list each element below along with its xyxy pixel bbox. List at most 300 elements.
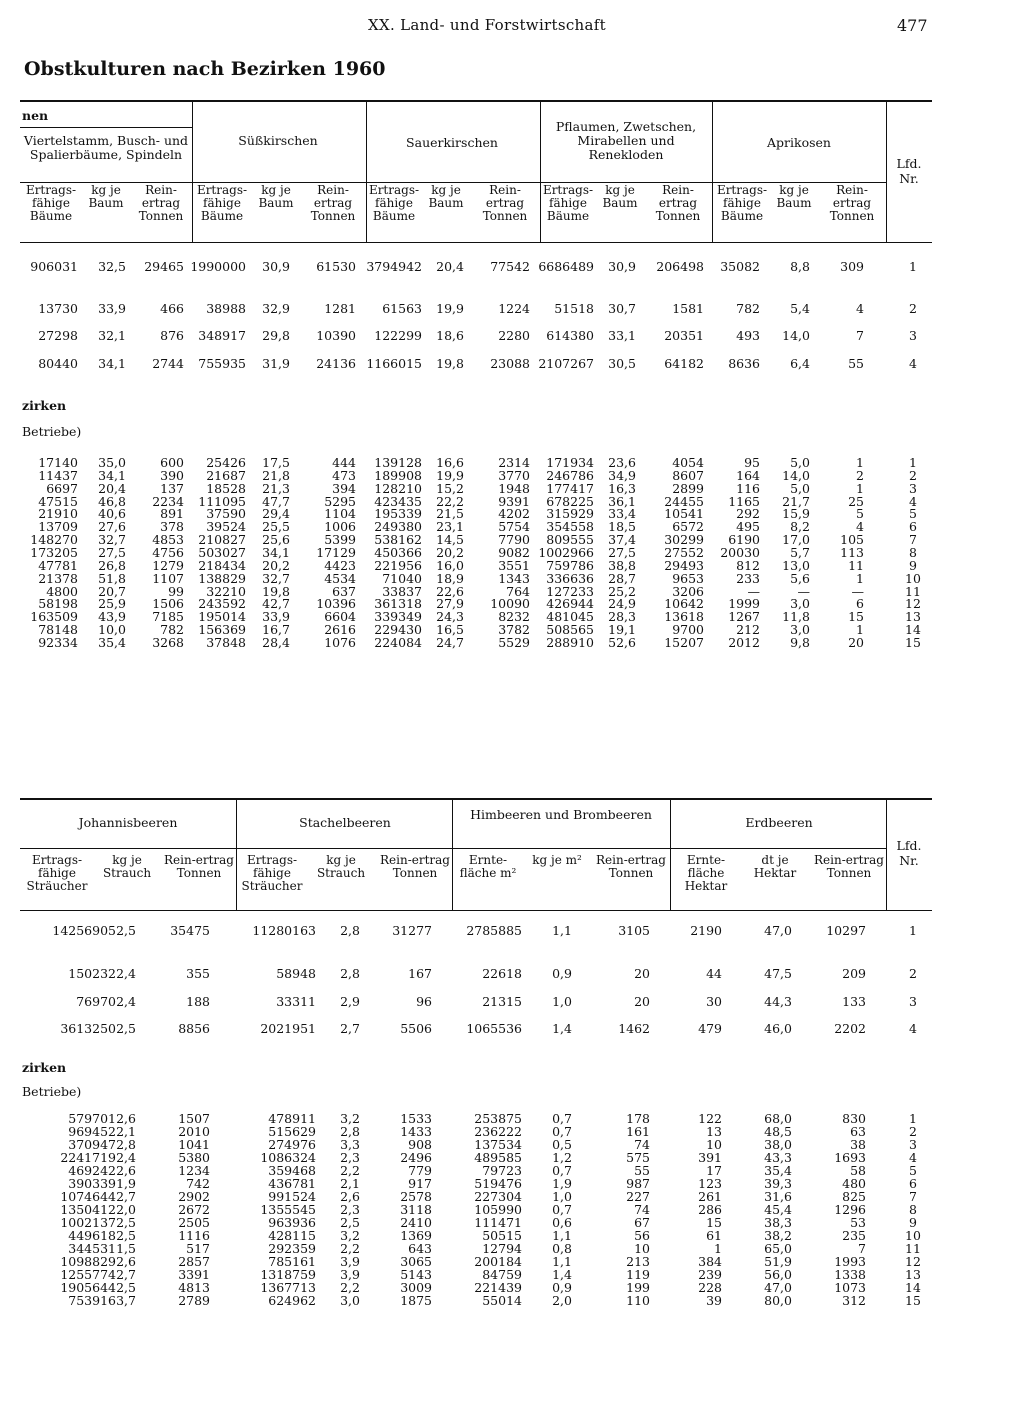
table-cell: 37590	[206, 506, 246, 521]
table-cell: 6572	[672, 519, 704, 534]
table-cell: 515629	[268, 1124, 316, 1139]
table-cell: 908	[408, 1137, 432, 1152]
row-number: 3	[909, 1137, 917, 1152]
table-cell: 21,7	[782, 494, 810, 509]
table-cell: 2,4	[116, 966, 136, 981]
table-cell: 34,1	[98, 468, 126, 483]
table-cell: 1,0	[552, 994, 572, 1009]
table-cell: 138829	[198, 571, 246, 586]
table-cell: 2202	[834, 1021, 866, 1036]
table-cell: 809555	[546, 532, 594, 547]
table-cell: 782	[160, 622, 184, 637]
row-number: 4	[909, 1021, 917, 1036]
table-cell: 56	[634, 1228, 650, 1243]
table-cell: 315929	[546, 506, 594, 521]
table-cell: 13709	[38, 519, 78, 534]
table-cell: 3782	[498, 622, 530, 637]
table-cell: 18528	[206, 481, 246, 496]
table-cell: 18,5	[608, 519, 636, 534]
table-cell: 33,1	[608, 328, 636, 343]
table-cell: 2,6	[116, 1111, 136, 1126]
table-cell: 228	[698, 1280, 722, 1295]
table-cell: 20030	[720, 545, 760, 560]
table-cell: 753916	[68, 1293, 116, 1308]
table-cell: 127233	[546, 584, 594, 599]
table-cell: 30,9	[262, 259, 290, 274]
table-cell: 55	[634, 1163, 650, 1178]
table-cell: 449618	[68, 1228, 116, 1243]
table-cell: 25,2	[608, 584, 636, 599]
row-number: 3	[909, 328, 917, 343]
table-cell: 53	[850, 1215, 866, 1230]
table-cell: 17,0	[782, 532, 810, 547]
table-cell: 1098829	[60, 1254, 116, 1269]
table-cell: 200184	[474, 1254, 522, 1269]
table-cell: 678225	[546, 494, 594, 509]
table-cell: 503027	[198, 545, 246, 560]
summary-row	[20, 329, 932, 343]
table-cell: 3,0	[790, 596, 810, 611]
table-cell: 47,5	[764, 966, 792, 981]
table-cell: 2899	[672, 481, 704, 496]
table-cell: 177417	[546, 481, 594, 496]
table-cell: 2,1	[340, 1176, 360, 1191]
table-cell: 481045	[546, 609, 594, 624]
table-cell: 2,4	[116, 994, 136, 1009]
table-cell: 17140	[38, 455, 78, 470]
row-number: 12	[905, 596, 921, 611]
table-cell: 34,1	[98, 356, 126, 371]
table-cell: 390	[160, 468, 184, 483]
table-cell: 32,9	[262, 301, 290, 316]
table-cell: 213	[626, 1254, 650, 1269]
table-top-rule	[20, 100, 932, 102]
table-cell: 35,4	[98, 635, 126, 650]
table-cell: 14,5	[436, 532, 464, 547]
table-cell: 1,1	[552, 1254, 572, 1269]
table-cell: 24,9	[608, 596, 636, 611]
table-cell: 466	[160, 301, 184, 316]
table-cell: 79723	[482, 1163, 522, 1178]
table-cell: 55	[848, 356, 864, 371]
column-header: kg je Baum	[428, 183, 464, 210]
table-cell: 6604	[324, 609, 356, 624]
table-cell: 764	[506, 584, 530, 599]
table-cell: 5399	[324, 532, 356, 547]
table-cell: 64182	[664, 356, 704, 371]
table-cell: 224084	[374, 635, 422, 650]
table-cell: 21378	[38, 571, 78, 586]
table-cell: 27,5	[98, 545, 126, 560]
table-cell: 16,6	[436, 455, 464, 470]
table-cell: 29,4	[262, 506, 290, 521]
table-cell: 579701	[68, 1111, 116, 1126]
table-cell: 2,5	[116, 1280, 136, 1295]
table-cell: 3391	[178, 1267, 210, 1282]
row-number: 9	[909, 558, 917, 573]
page-title: Obstkulturen nach Bezirken 1960	[24, 58, 386, 80]
table-cell: 9082	[498, 545, 530, 560]
table-cell: 25	[848, 494, 864, 509]
table-cell: 19,1	[608, 622, 636, 637]
group-header-pflaumen: Pflaumen, Zwetschen, Mirabellen und Renekloden	[555, 119, 697, 162]
table-cell: 0,8	[552, 1241, 572, 1256]
table-cell: 21,3	[262, 481, 290, 496]
table-cell: 906031	[30, 259, 78, 274]
table-cell: 105	[840, 532, 864, 547]
column-header: dt je Hektar	[753, 853, 797, 880]
row-number: 1	[909, 923, 917, 938]
row-number: 3	[909, 994, 917, 1009]
table-cell: 3,9	[340, 1267, 360, 1282]
table-cell: 450366	[374, 545, 422, 560]
table-cell: 2,5	[116, 1021, 136, 1036]
table-cell: 1506	[152, 596, 184, 611]
table-cell: 1	[856, 481, 864, 496]
table-cell: 1905644	[60, 1280, 116, 1295]
table-cell: 61530	[316, 259, 356, 274]
summary-row	[20, 357, 932, 371]
table-cell: 122	[698, 1111, 722, 1126]
section-label: zirken	[22, 1060, 67, 1075]
table-cell: 44,3	[764, 994, 792, 1009]
group-header-erdbeeren: Erdbeeren	[745, 815, 813, 830]
table-cell: 1	[856, 571, 864, 586]
table-cell: 1074644	[60, 1189, 116, 1204]
table-cell: 20,2	[262, 558, 290, 573]
column-header: Rein-ertrag Tonnen	[164, 853, 234, 880]
table-cell: 10	[706, 1137, 722, 1152]
table-cell: 38,0	[764, 1137, 792, 1152]
column-header: Rein-ertrag Tonnen	[138, 183, 184, 223]
section-sublabel: Betriebe)	[22, 424, 82, 439]
table-cell: 20	[634, 966, 650, 981]
table-cell: 43,9	[98, 609, 126, 624]
table-cell: 286	[698, 1202, 722, 1217]
table-cell: 21687	[206, 468, 246, 483]
table-cell: 1104	[324, 506, 356, 521]
table-cell: 47515	[38, 494, 78, 509]
table-cell: 624962	[268, 1293, 316, 1308]
table-cell: 2241719	[60, 1150, 116, 1165]
table-cell: 8,2	[790, 519, 810, 534]
table-cell: 785161	[268, 1254, 316, 1269]
table-cell: 209	[842, 966, 866, 981]
table-cell: 2744	[152, 356, 184, 371]
table-cell: 65,0	[764, 1241, 792, 1256]
table-cell: 10297	[826, 923, 866, 938]
table-cell: 22618	[482, 966, 522, 981]
table-cell: 1,1	[552, 923, 572, 938]
section-label: zirken	[22, 398, 67, 413]
table-cell: 30	[706, 994, 722, 1009]
table-cell: 742	[186, 1176, 210, 1191]
table-cell: 0,7	[552, 1111, 572, 1126]
table-cell: 5754	[498, 519, 530, 534]
table-cell: 489585	[474, 1150, 522, 1165]
column-header: Rein-ertrag Tonnen	[380, 853, 450, 880]
table-cell: 426944	[546, 596, 594, 611]
table-cell: 128210	[374, 481, 422, 496]
district-row	[20, 1281, 932, 1295]
table-cell: 27,6	[98, 519, 126, 534]
table-cell: 825	[842, 1189, 866, 1204]
table-cell: 150232	[68, 966, 116, 981]
table-cell: 384	[698, 1254, 722, 1269]
table-cell: 1,1	[552, 1228, 572, 1243]
table-cell: 1,2	[552, 1150, 572, 1165]
table-cell: 4800	[46, 584, 78, 599]
group-divider	[452, 798, 453, 910]
table-cell: 1279	[152, 558, 184, 573]
table-cell: 15207	[664, 635, 704, 650]
row-number: 14	[905, 622, 921, 637]
table-cell: 11437	[38, 468, 78, 483]
row-number: 12	[905, 1254, 921, 1269]
district-row	[20, 1255, 932, 1269]
table-cell: 0,6	[552, 1215, 572, 1230]
table-cell: 5	[856, 506, 864, 521]
table-cell: 1041	[178, 1137, 210, 1152]
table-cell: 25,5	[262, 519, 290, 534]
table-cell: 55014	[482, 1293, 522, 1308]
table-cell: 35,4	[764, 1163, 792, 1178]
table-cell: 1296	[834, 1202, 866, 1217]
group-header-himbeeren: Himbeeren und Brombeeren	[470, 807, 652, 822]
table-cell: 16,5	[436, 622, 464, 637]
table-cell: 16,7	[262, 622, 290, 637]
table-cell: 5,0	[790, 481, 810, 496]
table-cell: 37848	[206, 635, 246, 650]
table-cell: 6697	[46, 481, 78, 496]
table-cell: 46,8	[98, 494, 126, 509]
table-cell: 42,7	[262, 596, 290, 611]
table-cell: 195339	[374, 506, 422, 521]
table-cell: 19,8	[436, 356, 464, 371]
table-cell: 249380	[374, 519, 422, 534]
table-cell: 32210	[206, 584, 246, 599]
table-cell: 2,4	[116, 1150, 136, 1165]
table-cell: 45,4	[764, 1202, 792, 1217]
table-cell: 19,9	[436, 468, 464, 483]
table-cell: 95	[744, 455, 760, 470]
table-top-rule	[20, 798, 932, 800]
row-number: 4	[909, 356, 917, 371]
column-header: Rein-ertrag Tonnen	[310, 183, 356, 223]
column-header: Ertrags-fähige Bäume	[368, 183, 420, 223]
column-header: Rein-ertrag Tonnen	[596, 853, 666, 880]
table-cell: 987	[626, 1176, 650, 1191]
table-cell: 33837	[382, 584, 422, 599]
table-cell: 19,9	[436, 301, 464, 316]
district-row	[20, 636, 932, 650]
table-cell: 20351	[664, 328, 704, 343]
district-row	[20, 1216, 932, 1230]
row-number: 7	[909, 1189, 917, 1204]
table-cell: 1086324	[260, 1150, 316, 1165]
table-cell: —	[851, 584, 864, 599]
table-cell: 1355545	[260, 1202, 316, 1217]
table-cell: 19,8	[262, 584, 290, 599]
table-cell: 30,7	[608, 301, 636, 316]
table-cell: 32,5	[98, 259, 126, 274]
table-cell: 2	[856, 468, 864, 483]
group-divider	[712, 100, 713, 242]
table-cell: 9391	[498, 494, 530, 509]
table-cell: 25,6	[262, 532, 290, 547]
table-cell: 2857	[178, 1254, 210, 1269]
table-cell: 5,0	[790, 455, 810, 470]
fruit-trees-table	[20, 98, 932, 698]
table-cell: 33,9	[262, 609, 290, 624]
table-cell: 243592	[198, 596, 246, 611]
table-cell: 1875	[400, 1293, 432, 1308]
table-cell: 3,2	[340, 1111, 360, 1126]
table-cell: 31277	[392, 923, 432, 938]
table-cell: 4	[856, 519, 864, 534]
table-cell: 10541	[664, 506, 704, 521]
table-cell: 1533	[400, 1111, 432, 1126]
table-cell: 5,7	[790, 545, 810, 560]
table-cell: 779	[408, 1163, 432, 1178]
table-cell: 0,7	[552, 1163, 572, 1178]
table-cell: 1369	[400, 1228, 432, 1243]
berries-table	[20, 796, 932, 1336]
table-cell: 35475	[170, 923, 210, 938]
table-cell: 13	[706, 1124, 722, 1139]
table-cell: 52,6	[608, 635, 636, 650]
table-cell: 35082	[720, 259, 760, 274]
column-header: Ertrags-fähige Bäume	[716, 183, 768, 223]
table-cell: 74	[634, 1137, 650, 1152]
table-cell: 2,3	[340, 1202, 360, 1217]
table-cell: 8,8	[790, 259, 810, 274]
table-cell: 7	[856, 328, 864, 343]
column-header: kg je Baum	[602, 183, 638, 210]
table-cell: 1076	[324, 635, 356, 650]
column-header: kg je Baum	[88, 183, 124, 210]
table-cell: 16,3	[608, 481, 636, 496]
column-header: kg je Baum	[776, 183, 812, 210]
row-number: 2	[909, 966, 917, 981]
table-cell: 1318759	[260, 1267, 316, 1282]
table-cell: 21910	[38, 506, 78, 521]
table-cell: 32,1	[98, 328, 126, 343]
table-cell: 44	[706, 966, 722, 981]
table-cell: 24,3	[436, 609, 464, 624]
table-cell: 3105	[618, 923, 650, 938]
table-cell: 11	[848, 558, 864, 573]
table-cell: 51518	[554, 301, 594, 316]
row-number: 13	[905, 1267, 921, 1282]
table-cell: 538162	[374, 532, 422, 547]
table-cell: 1462	[618, 1021, 650, 1036]
row-number: 1	[909, 455, 917, 470]
table-cell: 212	[736, 622, 760, 637]
table-cell: 355	[186, 966, 210, 981]
table-cell: 27,9	[436, 596, 464, 611]
table-cell: 2,8	[340, 966, 360, 981]
table-cell: 2505	[178, 1215, 210, 1230]
table-cell: 3770	[498, 468, 530, 483]
table-cell: 12794	[482, 1241, 522, 1256]
table-cell: 8636	[728, 356, 760, 371]
table-cell: 4534	[324, 571, 356, 586]
table-cell: 2,2	[340, 1280, 360, 1295]
table-cell: 27298	[38, 328, 78, 343]
stub-fragment: nen	[22, 108, 49, 123]
table-cell: 48,5	[764, 1124, 792, 1139]
table-cell: 227	[626, 1189, 650, 1204]
table-cell: 210827	[198, 532, 246, 547]
table-cell: 1433	[400, 1124, 432, 1139]
table-cell: 30299	[664, 532, 704, 547]
table-cell: 10642	[664, 596, 704, 611]
table-cell: 23,1	[436, 519, 464, 534]
table-cell: 830	[842, 1111, 866, 1126]
table-cell: 39524	[206, 519, 246, 534]
row-number: 10	[905, 1228, 921, 1243]
table-cell: 469242	[68, 1163, 116, 1178]
table-cell: 436781	[268, 1176, 316, 1191]
table-cell: 2496	[400, 1150, 432, 1165]
table-cell: 969452	[68, 1124, 116, 1139]
table-cell: 9700	[672, 622, 704, 637]
row-number: 6	[909, 519, 917, 534]
table-cell: 759786	[546, 558, 594, 573]
table-cell: 444	[332, 455, 356, 470]
table-cell: 1006	[324, 519, 356, 534]
table-cell: 1166015	[366, 356, 422, 371]
table-cell: 10	[634, 1241, 650, 1256]
table-cell: 0,7	[552, 1124, 572, 1139]
table-cell: 614380	[546, 328, 594, 343]
table-cell: 5,4	[790, 301, 810, 316]
table-cell: 1581	[672, 301, 704, 316]
table-cell: 20	[848, 635, 864, 650]
table-cell: 38,2	[764, 1228, 792, 1243]
table-cell: 253875	[474, 1111, 522, 1126]
table-cell: 236222	[474, 1124, 522, 1139]
table-cell: 30,5	[608, 356, 636, 371]
table-cell: 63	[850, 1124, 866, 1139]
table-cell: 4813	[178, 1280, 210, 1295]
table-cell: 18,9	[436, 571, 464, 586]
summary-row	[20, 995, 932, 1009]
table-cell: 2,7	[116, 1189, 136, 1204]
table-cell: 227304	[474, 1189, 522, 1204]
row-number: 14	[905, 1280, 921, 1295]
table-cell: 370947	[68, 1137, 116, 1152]
table-cell: 61563	[382, 301, 422, 316]
table-cell: 6686489	[538, 259, 594, 274]
table-cell: 29,8	[262, 328, 290, 343]
table-cell: 67	[634, 1215, 650, 1230]
lfd-nr-header: Lfd. Nr.	[896, 838, 922, 868]
table-cell: 161	[626, 1124, 650, 1139]
table-cell: —	[797, 584, 810, 599]
table-cell: 235	[842, 1228, 866, 1243]
table-cell: 5506	[400, 1021, 432, 1036]
table-cell: 519476	[474, 1176, 522, 1191]
table-cell: 26,8	[98, 558, 126, 573]
table-cell: 288910	[546, 635, 594, 650]
table-cell: 2,7	[340, 1021, 360, 1036]
table-cell: 2107267	[538, 356, 594, 371]
column-header: Ernte-fläche m²	[459, 853, 517, 880]
table-cell: 3,0	[340, 1293, 360, 1308]
table-cell: 336636	[546, 571, 594, 586]
